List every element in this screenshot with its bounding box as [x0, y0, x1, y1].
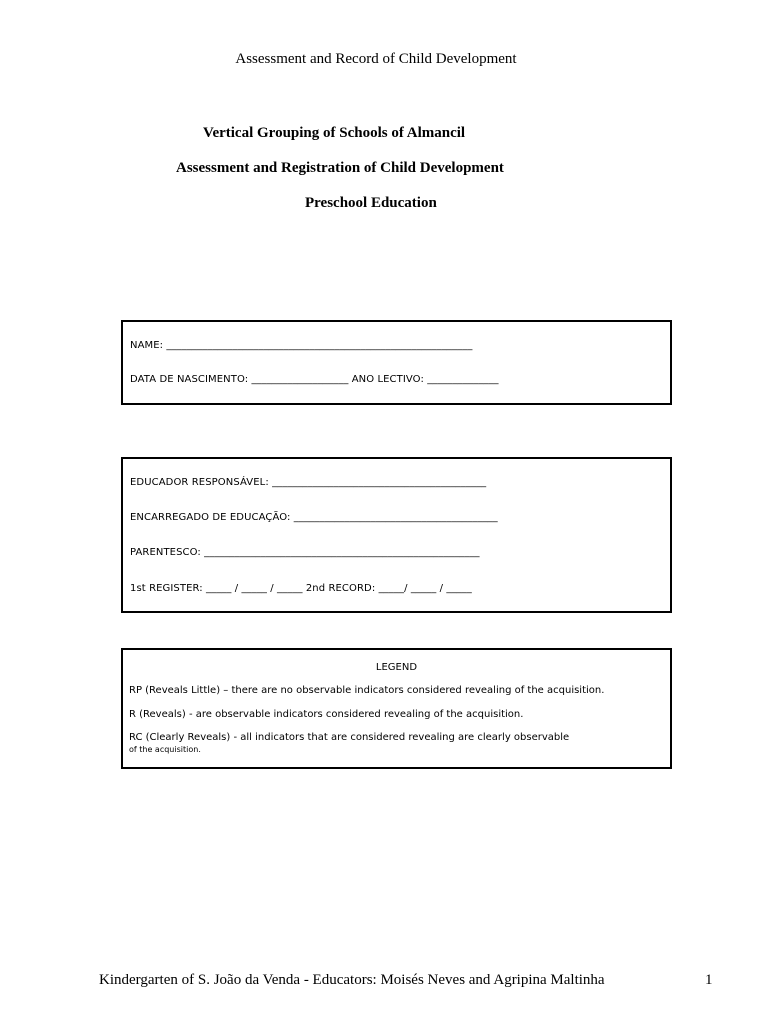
legend-rc-continuation: of the acquisition.	[129, 745, 201, 754]
student-info-box	[121, 320, 672, 405]
running-header: Assessment and Record of Child Development	[235, 51, 517, 67]
education-level-title: Preschool Education	[305, 195, 437, 211]
guardian-field[interactable]: ENCARREGADO DE EDUCAÇÃO: ________________________________________	[130, 512, 498, 523]
kinship-field[interactable]: PARENTESCO: ______________________________________________________	[130, 547, 480, 558]
name-field[interactable]: NAME: ____________________________________________________________	[130, 340, 473, 351]
school-title: Vertical Grouping of Schools of Almancil	[203, 125, 466, 141]
birth-date-school-year-field[interactable]: DATA DE NASCIMENTO: ___________________ ANO LECTIVO: ______________	[130, 374, 499, 385]
page-footer: Kindergarten of S. João da Venda - Educators: Moisés Neves and Agripina Maltinha	[99, 972, 605, 988]
legend-box	[121, 648, 672, 769]
educator-field[interactable]: EDUCADOR RESPONSÁVEL: __________________________________________	[130, 477, 487, 488]
legend-r: R (Reveals) - are observable indicators considered revealing of the acquisition.	[129, 709, 524, 720]
register-dates-field[interactable]: 1st REGISTER: _____ / _____ / _____ 2nd RECORD: _____/ _____ / _____	[130, 583, 472, 594]
legend-title: LEGEND	[375, 662, 418, 673]
document-title: Assessment and Registration of Child Development	[176, 160, 504, 176]
responsible-info-box	[121, 457, 672, 613]
legend-rc: RC (Clearly Reveals) - all indicators that are considered revealing are clearly observable	[129, 732, 570, 743]
legend-rp: RP (Reveals Little) – there are no observable indicators considered revealing of the acquisition.	[129, 685, 605, 696]
page-number: 1	[705, 972, 713, 988]
